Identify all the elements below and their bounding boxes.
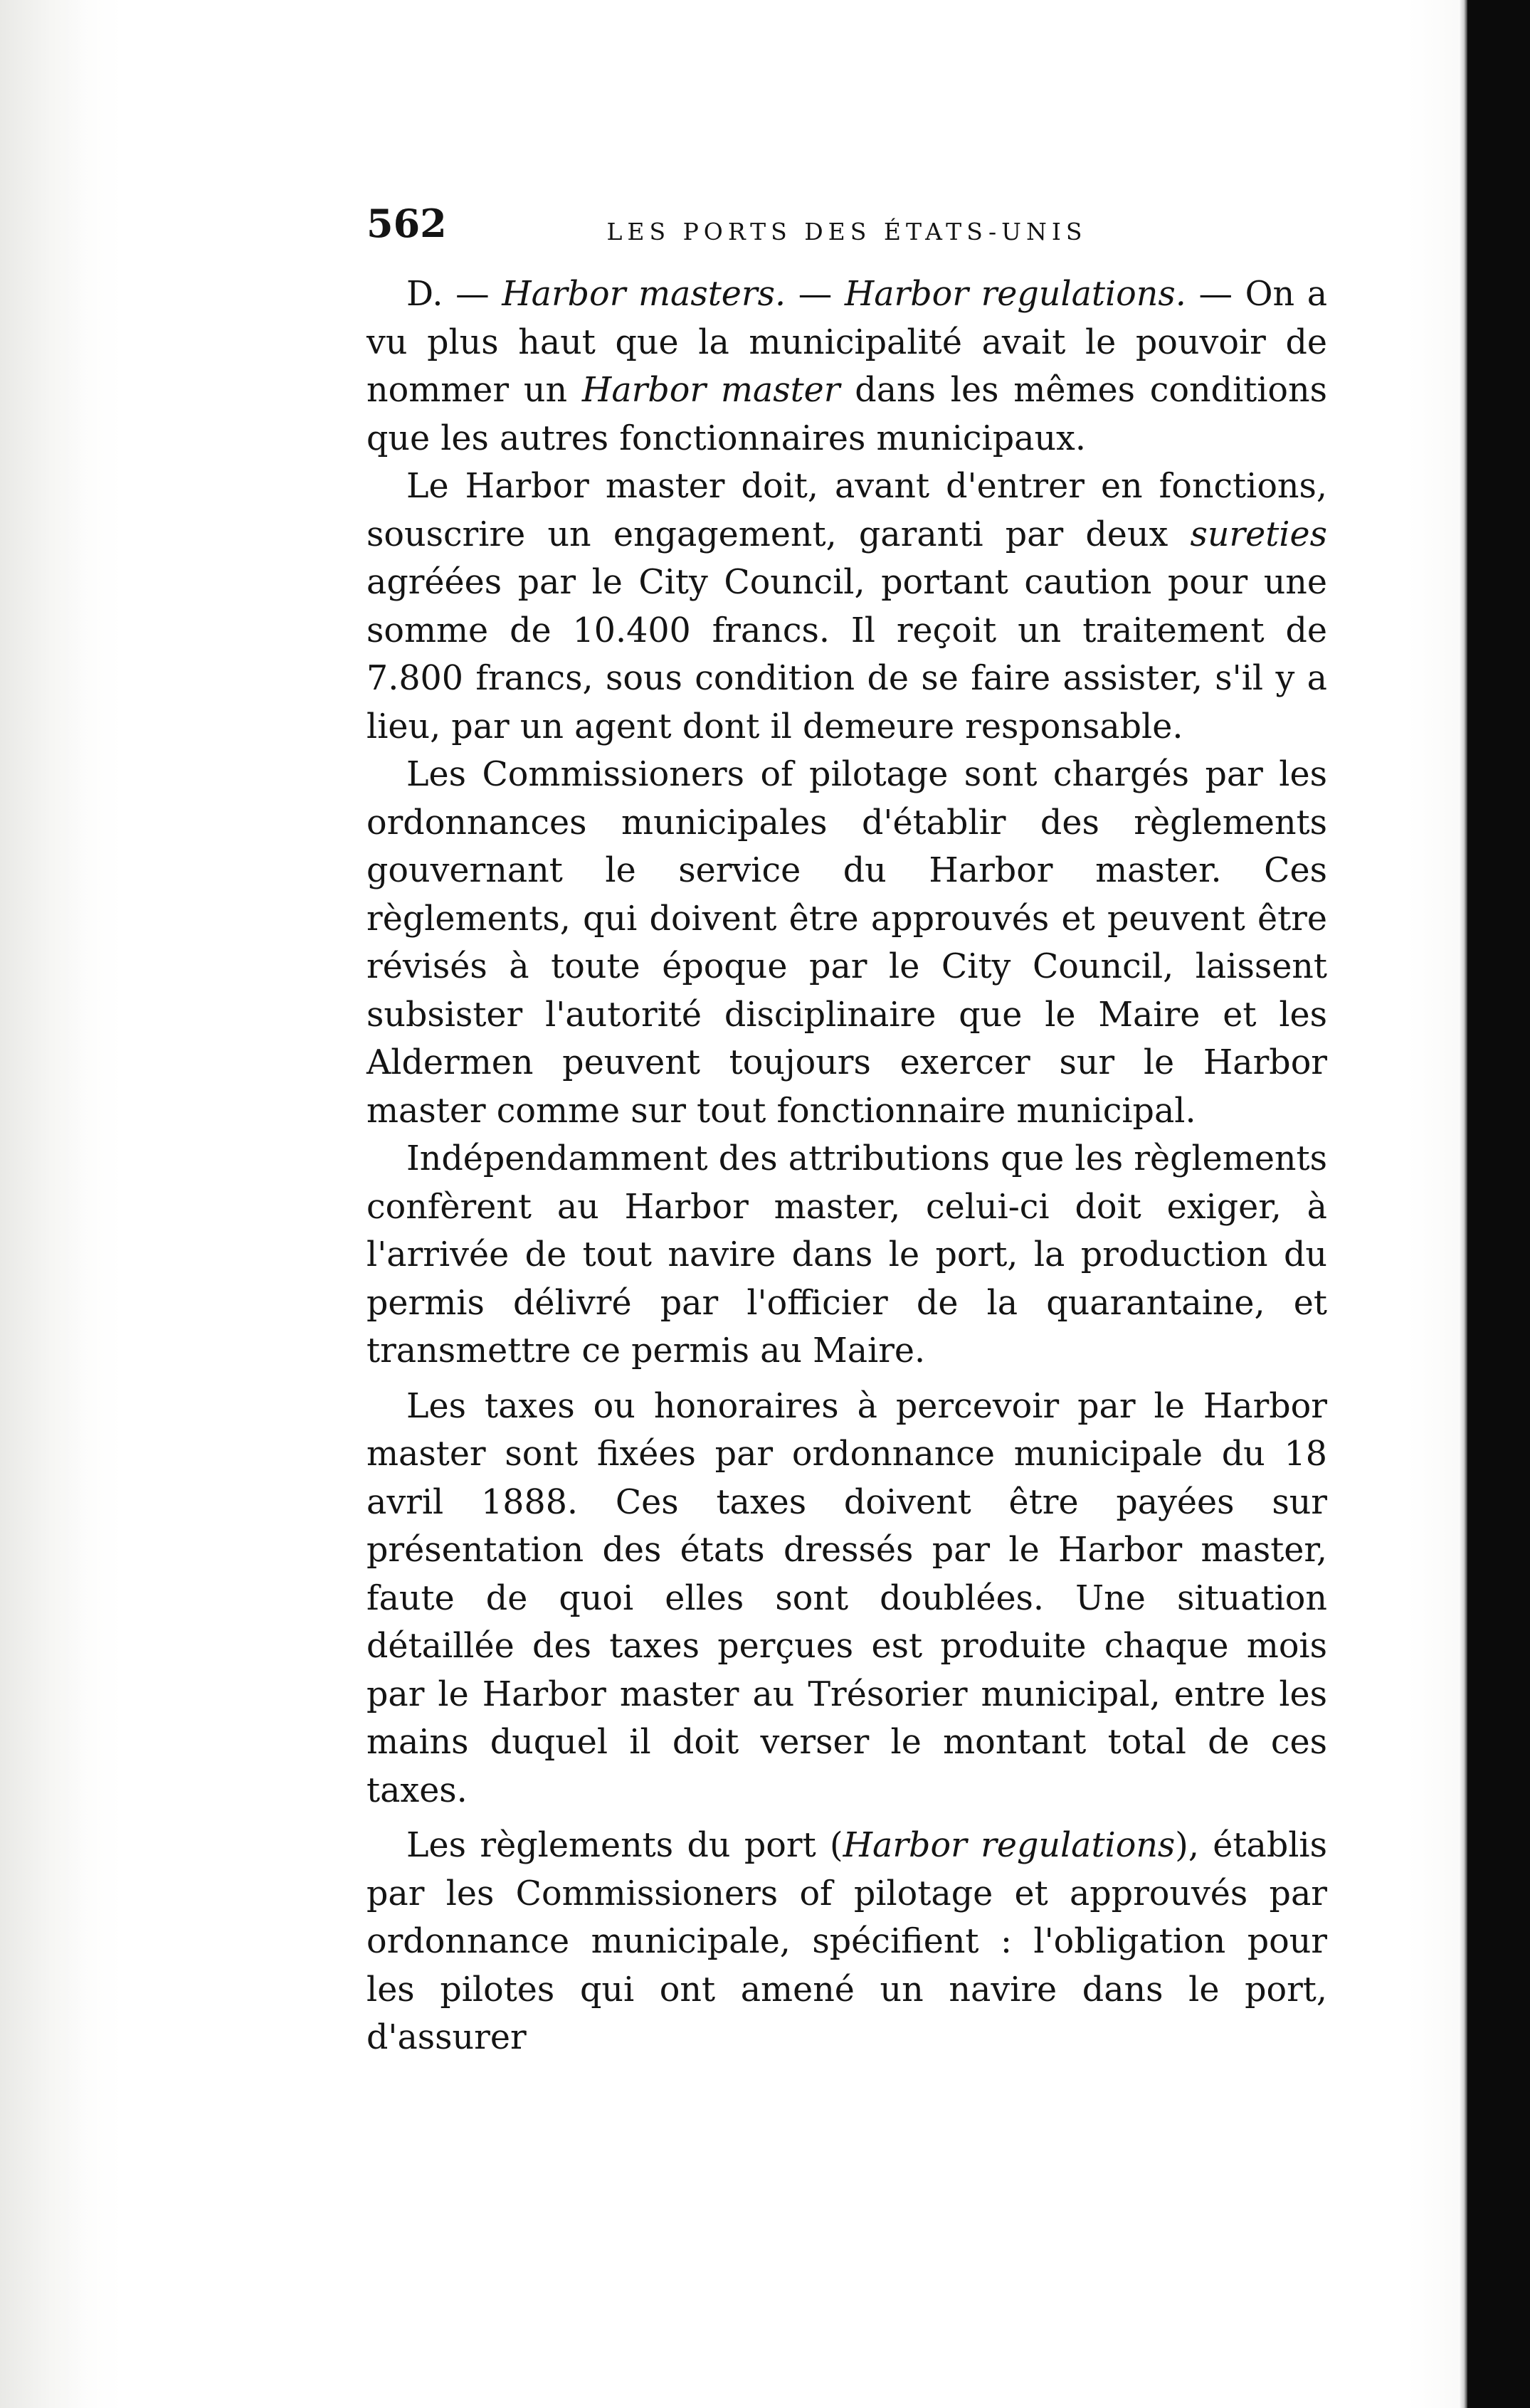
heading-separator: — [786, 275, 845, 314]
paragraph-text: — On a vu plus haut que la municipalité avait le pouvoir de nommer un [366, 275, 1328, 410]
running-head [366, 192, 1327, 270]
paragraph-commissioners: Les Commissioners of pilotage sont chargés par les ordonnances municipales d'établir des règlements gouvernant le service du Harbor master. Ces règlements, qui doivent être approuvés et peuvent être révisés à toute époque par le City Council, laissent subsister l'autorité disciplinaire que le Maire et les Aldermen peuvent toujours exercer sur le Harbor master comme sur tout fonctionnaire municipal. [366, 755, 1327, 1131]
italic-term: Harbor master [581, 371, 840, 410]
book-page [366, 192, 1327, 2062]
paragraph-text: ), établis par les Commissioners of pilotage et approuvés par ordonnance municipale, spécifient : l'obligation pour les pilotes qui ont amené un navire dans le port, d'assurer [366, 1826, 1327, 2057]
paragraph-engagement [366, 463, 1327, 751]
paragraph-text: Les règlements du port ( [406, 1826, 843, 1865]
paragraph-taxes: Les taxes ou honoraires à percevoir par le Harbor master sont fixées par ordonnance municipale du 18 avril 1888. Ces taxes doivent être payées sur présentation des états dressés par le Harbor master, faute de quoi elles sont doublées. Une situation détaillée des taxes perçues est produite chaque mois par le Harbor master au Trésorier municipal, entre les mains duquel il doit verser le montant total de ces taxes. [366, 1386, 1327, 1810]
section-heading-harbor-regulations: Harbor regulations. [844, 275, 1186, 314]
paragraph-text: dans les mêmes conditions que les autres fonctionnaires municipaux. [366, 371, 1327, 458]
binding-edge-gradient [1459, 0, 1467, 2408]
italic-term: Harbor regulations [843, 1826, 1176, 1865]
paragraph-port-regulations [366, 1822, 1327, 2062]
binding-edge-dark-bar [1467, 0, 1530, 2408]
paragraph-harbor-masters [366, 270, 1327, 463]
italic-term: sureties [1190, 514, 1327, 554]
paragraph-text: Le Harbor master doit, avant d'entrer en fonctions, souscrire un engagement, garanti par deux [366, 467, 1327, 554]
paragraph-text: agréées par le City Council, portant caution pour une somme de 10.400 francs. Il reçoit un traitement de 7.800 francs, sous condition de se faire assister, s'il y a lieu, par un agent dont il demeure responsable. [366, 563, 1327, 746]
left-margin-shadow [0, 0, 85, 2408]
running-title: LES PORTS DES ÉTATS-UNIS [606, 218, 1087, 245]
page-number: 562 [366, 201, 447, 246]
paragraph-attributions: Indépendamment des attributions que les règlements confèrent au Harbor master, celui-ci doit exiger, à l'arrivée de tout navire dans le port, la production du permis délivré par l'officier de la quarantaine, et transmettre ce permis au Maire. [366, 1139, 1327, 1371]
section-heading-harbor-masters: Harbor masters. [502, 275, 786, 314]
section-letter: D. — [406, 275, 502, 314]
